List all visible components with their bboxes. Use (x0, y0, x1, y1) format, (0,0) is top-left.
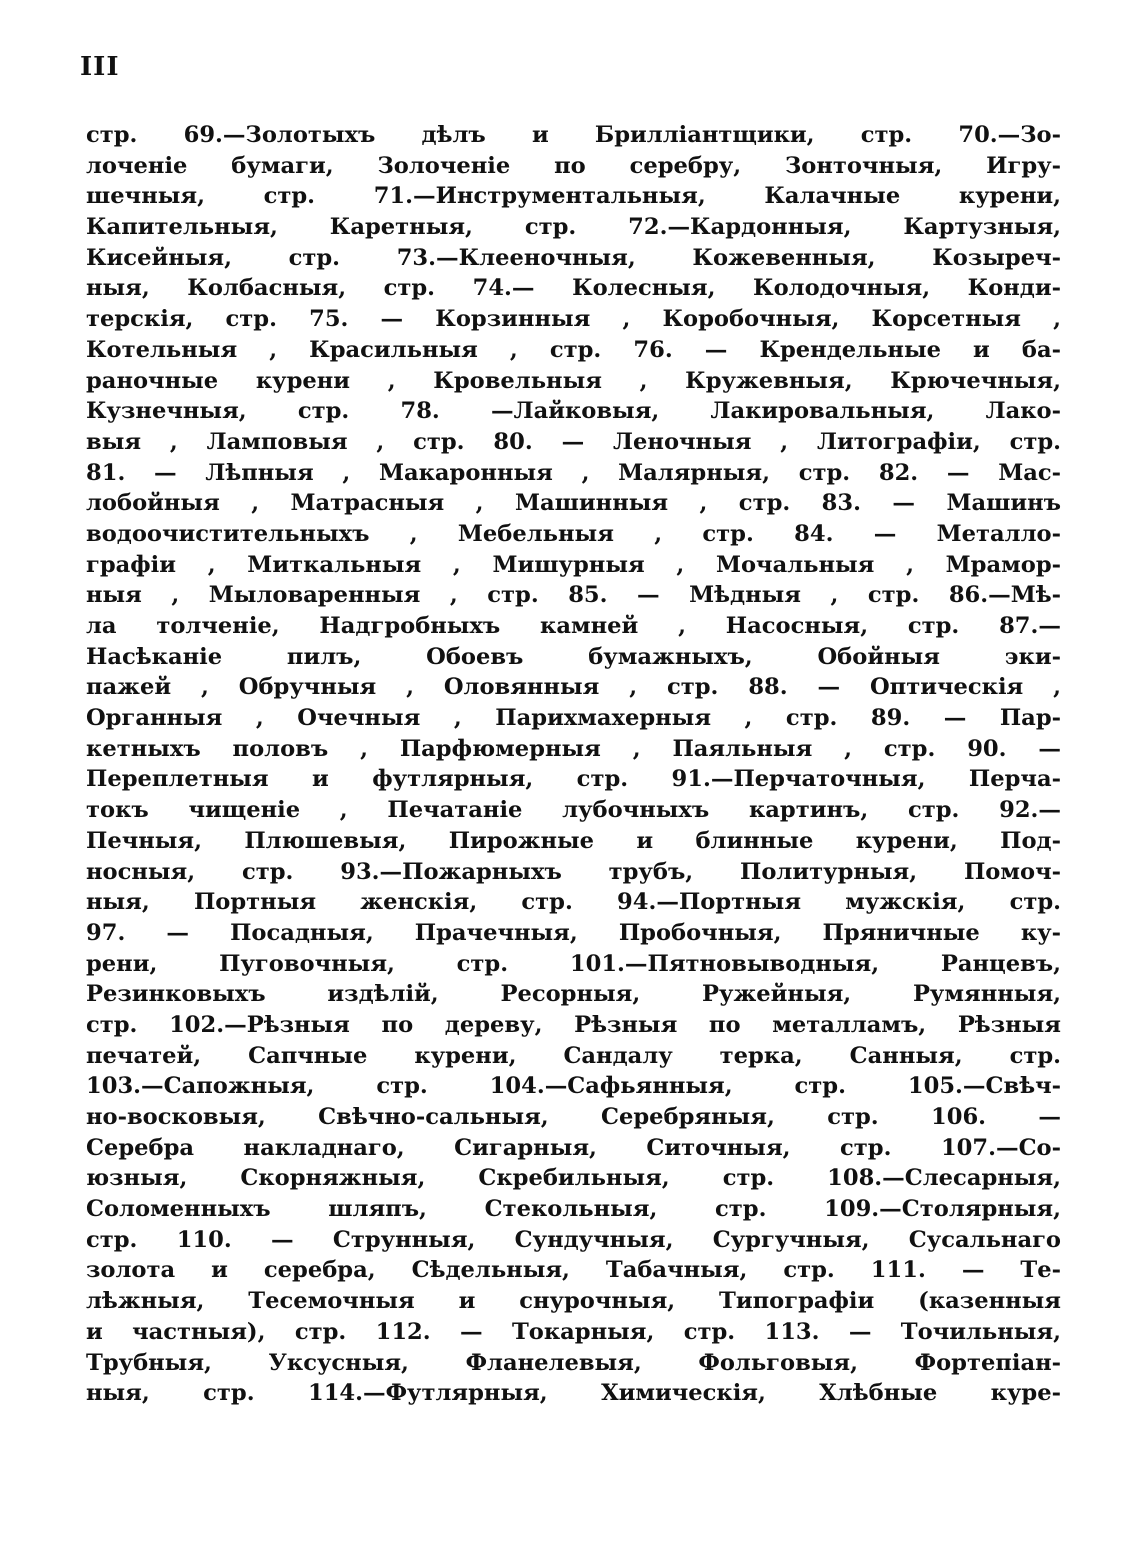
text-line: рени, Пуговочныя, стр. 101.—Пятновыводныя, Ранцевъ, (86, 950, 1061, 977)
body-text (86, 120, 1061, 1409)
page-number: III (80, 52, 120, 82)
text-line: и частныя), стр. 112. — Токарныя, стр. 113. — Точильныя, (86, 1318, 1061, 1345)
text-line: стр. 102.—Рѣзныя по дереву, Рѣзныя по металламъ, Рѣзныя (86, 1011, 1061, 1038)
text-line: 81. — Лѣпныя , Макаронныя , Малярныя, стр. 82. — Мас- (86, 459, 1061, 486)
text-line: стр. 110. — Струнныя, Сундучныя, Сургучныя, Сусальнаго (86, 1226, 1061, 1253)
text-line: юзныя, Скорняжныя, Скребильныя, стр. 108.—Слесарныя, (86, 1165, 1061, 1192)
text-line: Печныя, Плюшевыя, Пирожные и блинные курени, Под- (86, 827, 1061, 854)
text-line: пажей , Обручныя , Оловянныя , стр. 88. — Оптическія , (86, 674, 1061, 701)
text-line: 103.—Сапожныя, стр. 104.—Сафьянныя, стр. 105.—Свѣч- (86, 1073, 1061, 1100)
text-line: Резинковыхъ издѣлій, Ресорныя, Ружейныя, Румянныя, (86, 981, 1061, 1008)
text-line: Соломенныхъ шляпъ, Стекольныя, стр. 109.—Столярныя, (86, 1196, 1061, 1223)
text-line: выя , Ламповыя , стр. 80. — Леночныя , Литографіи, стр. (86, 428, 1061, 455)
text-line: 97. — Посадныя, Прачечныя, Пробочныя, Пряничные ку- (86, 919, 1061, 946)
text-line: Трубныя, Уксусныя, Фланелевыя, Фольговыя, Фортепіан- (86, 1349, 1061, 1376)
text-line: золота и серебра, Сѣдельныя, Табачныя, стр. 111. — Те- (86, 1257, 1061, 1284)
text-line: ла толченіе, Надгробныхъ камней , Насосныя, стр. 87.— (86, 613, 1061, 639)
text-line: графіи , Миткальныя , Мишурныя , Мочальныя , Мрамор- (86, 551, 1061, 578)
text-line: лоченіе бумаги, Золоченіе по серебру, Зонточныя, Игру- (86, 152, 1061, 179)
text-line: носныя, стр. 93.—Пожарныхъ трубъ, Политурныя, Помоч- (86, 858, 1061, 885)
text-line: Капительныя, Каретныя, стр. 72.—Кардонныя, Картузныя, (86, 214, 1061, 241)
text-line: лобойныя , Матрасныя , Машинныя , стр. 83. — Машинъ (86, 490, 1061, 517)
text-line: ныя , Мыловаренныя , стр. 85. — Мѣдныя , стр. 86.—Мѣ- (86, 582, 1061, 609)
text-line: ныя, Портныя женскія, стр. 94.—Портныя мужскія, стр. (86, 889, 1061, 916)
text-line: Кузнечныя, стр. 78. —Лайковыя, Лакировальныя, Лако- (86, 398, 1061, 425)
text-line: лѣжныя, Тесемочныя и снурочныя, Типографіи (казенныя (86, 1288, 1061, 1315)
text-line: раночные курени , Кровельныя , Кружевныя, Крючечныя, (86, 367, 1061, 394)
text-line: Серебра накладнаго, Сигарныя, Ситочныя, стр. 107.—Со- (86, 1134, 1061, 1161)
text-line: стр. 69.—Золотыхъ дѣлъ и Брилліантщики, стр. 70.—Зо- (86, 122, 1061, 148)
text-line: ныя, Колбасныя, стр. 74.— Колесныя, Колодочныя, Конди- (86, 275, 1061, 302)
text-line: печатей, Сапчные курени, Сандалу терка, Санныя, стр. (86, 1042, 1061, 1069)
text-line: Насѣканіе пилъ, Обоевъ бумажныхъ, Обойныя эки- (86, 643, 1061, 670)
text-line: токъ чищеніе , Печатаніе лубочныхъ картинъ, стр. 92.— (86, 797, 1061, 824)
text-line: Переплетныя и футлярныя, стр. 91.—Перчаточныя, Перча- (86, 766, 1061, 793)
text-line: водоочистительныхъ , Мебельныя , стр. 84. — Металло- (86, 520, 1061, 547)
text-line: шечныя, стр. 71.—Инструментальныя, Калачные курени, (86, 183, 1061, 210)
text-line: Органныя , Очечныя , Парихмахерныя , стр. 89. — Пар- (86, 705, 1061, 732)
text-line: ныя, стр. 114.—Футлярныя, Химическія, Хлѣбные куре- (86, 1380, 1061, 1407)
text-line: но-восковыя, Свѣчно-сальныя, Серебряныя, стр. 106. — (86, 1104, 1061, 1130)
text-line: Кисейныя, стр. 73.—Клееночныя, Кожевенныя, Козыреч- (86, 244, 1061, 271)
text-line: кетныхъ половъ , Парфюмерныя , Паяльныя , стр. 90. — (86, 735, 1061, 762)
text-line: терскія, стр. 75. — Корзинныя , Коробочныя, Корсетныя , (86, 306, 1061, 333)
text-line: Котельныя , Красильныя , стр. 76. — Крендельные и ба- (86, 336, 1061, 363)
